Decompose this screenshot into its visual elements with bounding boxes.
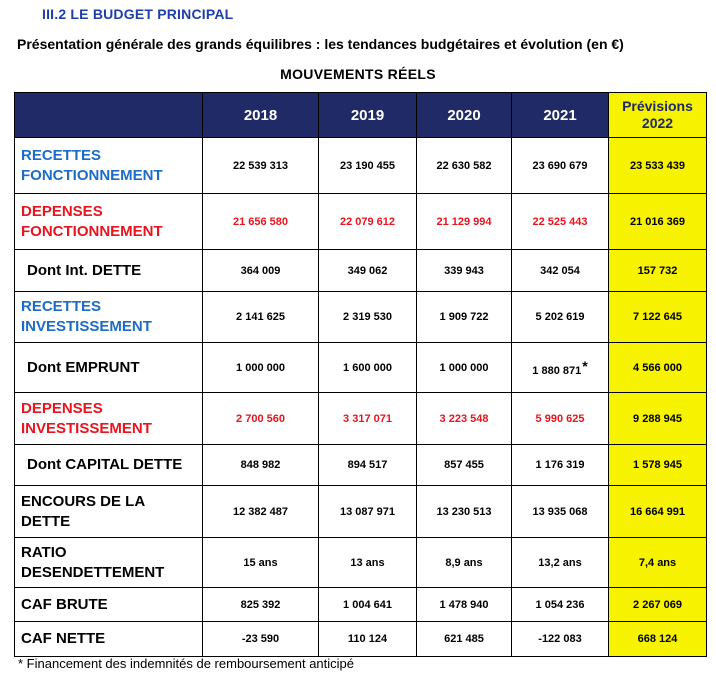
row-label: CAF BRUTE — [15, 588, 203, 622]
table-cell: 110 124 — [319, 622, 417, 657]
table-cell: 1 176 319 — [512, 445, 609, 486]
budget-table — [14, 92, 707, 657]
table-cell: 364 009 — [203, 250, 319, 292]
table-cell: 13 087 971 — [319, 486, 417, 538]
table-cell: 848 982 — [203, 445, 319, 486]
forecast-cell: 4 566 000 — [609, 343, 707, 393]
table-row — [15, 138, 707, 194]
row-label: CAF NETTE — [15, 622, 203, 657]
table-row — [15, 445, 707, 486]
table-cell: 1 600 000 — [319, 343, 417, 393]
row-label: Dont EMPRUNT — [15, 343, 203, 393]
table-cell: 825 392 — [203, 588, 319, 622]
forecast-cell: 1 578 945 — [609, 445, 707, 486]
header-forecast-2022 — [609, 93, 707, 138]
row-label: RECETTES INVESTISSEMENT — [15, 292, 203, 343]
table-cell: 339 943 — [417, 250, 512, 292]
row-label: ENCOURS DE LA DETTE — [15, 486, 203, 538]
table-cell: 857 455 — [417, 445, 512, 486]
table-cell: 13 935 068 — [512, 486, 609, 538]
table-cell: 12 382 487 — [203, 486, 319, 538]
row-label: Dont Int. DETTE — [15, 250, 203, 292]
row-label: RECETTES FONCTIONNEMENT — [15, 138, 203, 194]
forecast-cell: 668 124 — [609, 622, 707, 657]
table-cell: 2 141 625 — [203, 292, 319, 343]
table-cell: 22 079 612 — [319, 194, 417, 250]
cell-value: 1 880 871 — [532, 365, 582, 377]
table-cell: 621 485 — [417, 622, 512, 657]
forecast-cell: 7,4 ans — [609, 538, 707, 588]
table-cell: 3 317 071 — [319, 393, 417, 445]
table-cell: 1 054 236 — [512, 588, 609, 622]
row-label: DEPENSES FONCTIONNEMENT — [15, 194, 203, 250]
forecast-cell: 21 016 369 — [609, 194, 707, 250]
forecast-cell: 2 267 069 — [609, 588, 707, 622]
table-cell: 5 990 625 — [512, 393, 609, 445]
table-cell — [512, 343, 609, 393]
header-year-2019: 2019 — [319, 93, 417, 138]
forecast-cell: 16 664 991 — [609, 486, 707, 538]
footnote-marker: * — [582, 358, 588, 374]
table-cell: 3 223 548 — [417, 393, 512, 445]
row-label: Dont CAPITAL DETTE — [15, 445, 203, 486]
table-cell: 5 202 619 — [512, 292, 609, 343]
table-cell: 23 690 679 — [512, 138, 609, 194]
table-cell: 1 004 641 — [319, 588, 417, 622]
table-cell: 13 ans — [319, 538, 417, 588]
table-cell: -23 590 — [203, 622, 319, 657]
table-cell: 1 000 000 — [203, 343, 319, 393]
table-row — [15, 486, 707, 538]
header-row — [15, 93, 707, 138]
table-cell: 22 525 443 — [512, 194, 609, 250]
forecast-cell: 9 288 945 — [609, 393, 707, 445]
section-title: III.2 LE BUDGET PRINCIPAL — [42, 6, 234, 22]
table-cell: 1 000 000 — [417, 343, 512, 393]
forecast-header-line2: 2022 — [641, 115, 674, 131]
table-row — [15, 194, 707, 250]
table-cell: 349 062 — [319, 250, 417, 292]
forecast-header-line1: Prévisions — [622, 98, 693, 114]
table-cell: 13 230 513 — [417, 486, 512, 538]
row-label: RATIO DESENDETTEMENT — [15, 538, 203, 588]
table-cell: 22 630 582 — [417, 138, 512, 194]
table-row — [15, 343, 707, 393]
table-caption: MOUVEMENTS RÉELS — [280, 66, 436, 82]
table-cell: 2 700 560 — [203, 393, 319, 445]
table-row — [15, 393, 707, 445]
table-cell: 2 319 530 — [319, 292, 417, 343]
table-cell: 342 054 — [512, 250, 609, 292]
table-cell: 23 190 455 — [319, 138, 417, 194]
table-cell: 8,9 ans — [417, 538, 512, 588]
table-cell: 21 129 994 — [417, 194, 512, 250]
table-cell: 1 478 940 — [417, 588, 512, 622]
table-cell: 15 ans — [203, 538, 319, 588]
table-cell: -122 083 — [512, 622, 609, 657]
subtitle: Présentation générale des grands équilibres : les tendances budgétaires et évolution (en €) — [17, 36, 624, 52]
header-label-cell — [15, 93, 203, 138]
table-row — [15, 250, 707, 292]
row-label: DEPENSES INVESTISSEMENT — [15, 393, 203, 445]
table-row — [15, 588, 707, 622]
header-year-2020: 2020 — [417, 93, 512, 138]
header-year-2021: 2021 — [512, 93, 609, 138]
table-cell: 22 539 313 — [203, 138, 319, 194]
table-row — [15, 292, 707, 343]
forecast-cell: 7 122 645 — [609, 292, 707, 343]
table-row — [15, 538, 707, 588]
forecast-cell: 157 732 — [609, 250, 707, 292]
table-row — [15, 622, 707, 657]
table-cell: 1 909 722 — [417, 292, 512, 343]
header-year-2018: 2018 — [203, 93, 319, 138]
forecast-cell: 23 533 439 — [609, 138, 707, 194]
table-cell: 13,2 ans — [512, 538, 609, 588]
table-cell: 21 656 580 — [203, 194, 319, 250]
table-cell: 894 517 — [319, 445, 417, 486]
footnote: * Financement des indemnités de remboursement anticipé — [18, 656, 355, 671]
